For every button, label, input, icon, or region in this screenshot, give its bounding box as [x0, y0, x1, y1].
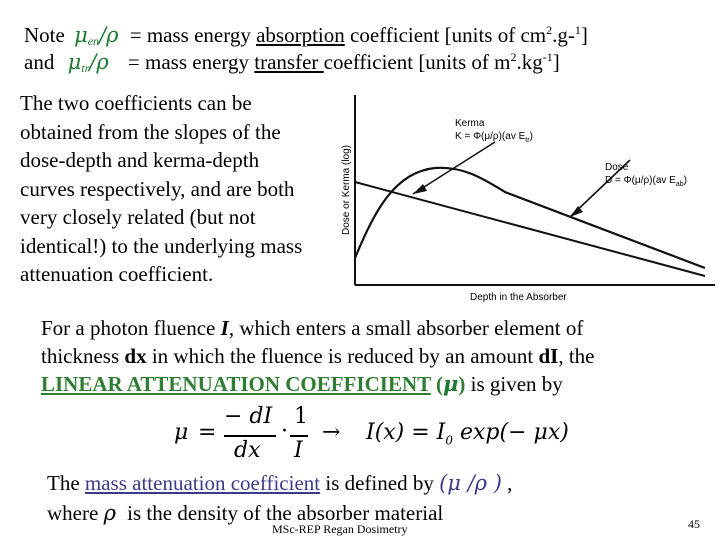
note-mid: .kg	[516, 50, 543, 74]
coefficients-paragraph	[20, 89, 302, 289]
dose-kerma-figure	[335, 90, 720, 305]
dose-equation: D = Φ(μ/ρ)(av $E_{ab}$)	[605, 175, 687, 188]
text: is defined by	[320, 471, 440, 495]
note-rest: coefficient [units of m	[323, 50, 511, 74]
numerator: − dI	[224, 404, 273, 429]
sup: 2	[510, 50, 517, 64]
dI-symbol: dI	[538, 344, 559, 368]
subscript: 0	[445, 433, 454, 448]
dot: ·	[281, 419, 288, 444]
rho-symbol: ρ	[103, 501, 116, 525]
sup: 2	[546, 23, 553, 37]
photon-paragraph	[41, 314, 594, 398]
mu-symbol: μ	[74, 23, 88, 47]
note-line-2	[24, 49, 560, 81]
note-mid: .g-	[552, 23, 575, 47]
bottom-line-1	[47, 468, 512, 498]
y-axis-label: Dose or Kerma (log)	[341, 144, 352, 236]
mass-attenuation-term: mass attenuation coefficient	[84, 471, 321, 495]
note-prefix: Note	[24, 23, 65, 47]
para-line: very closely related (but not	[20, 205, 256, 229]
note-prefix: and	[24, 50, 55, 74]
numerator: 1	[294, 404, 308, 429]
linear-attenuation-term: LINEAR ATTENUATION COEFFICIENT	[41, 372, 431, 396]
attenuation-formula	[174, 404, 574, 468]
fluence-symbol: I	[220, 316, 229, 340]
note-rest: coefficient [units of cm	[344, 23, 547, 47]
denominator: dx	[234, 438, 261, 463]
note-end: ]	[552, 50, 560, 74]
arrow-icon: →	[322, 420, 341, 445]
photon-line-2	[41, 342, 594, 370]
slash-rho-symbol: /ρ	[99, 23, 119, 47]
fraction-bar	[290, 435, 308, 437]
text: is the density of the absorber material	[121, 501, 444, 525]
text: is given by	[465, 372, 563, 396]
kerma-arrow	[413, 142, 495, 194]
text: For a photon fluence	[41, 316, 221, 340]
photon-line-1	[41, 314, 594, 342]
equals: =	[198, 420, 217, 445]
denominator: I	[294, 438, 303, 463]
mu-symbol: μ	[174, 420, 189, 445]
slash-rho-symbol: /ρ	[89, 50, 109, 74]
kerma-equation: K = Φ(μ/ρ)(av $E_{tr}$)	[455, 131, 533, 144]
kerma-curve	[355, 182, 705, 276]
para-line: dose-depth and kerma-depth	[20, 148, 260, 172]
para-line: identical!) to the underlying mass	[20, 233, 303, 258]
mass-attenuation-definition	[47, 468, 512, 528]
photon-line-3	[41, 370, 594, 398]
footer-text: MSc-REP Regan Dosimetry	[272, 522, 408, 536]
sup: 1	[574, 23, 581, 37]
x-axis-label: Depth in the Absorber	[470, 292, 567, 303]
subscript-tr: tr	[81, 61, 90, 75]
para-line: attenuation coefficient.	[20, 262, 214, 286]
note-end: ]	[580, 23, 588, 47]
para-line: The two coefficients can be	[20, 91, 252, 115]
dx-symbol: dx	[124, 344, 147, 368]
para-line: curves respectively, and are both	[20, 176, 295, 201]
kerma-arrowhead	[413, 184, 427, 194]
transfer-term: transfer	[254, 50, 324, 74]
mu-symbol: μ	[67, 50, 82, 74]
text: ,	[501, 471, 513, 495]
absorption-term: absorption	[256, 23, 345, 47]
mu-over-rho-symbol: (μ /ρ )	[439, 471, 502, 495]
text: in which the fluence is reduced by an amount	[146, 344, 539, 368]
rhs	[366, 420, 569, 447]
kerma-label: Kerma	[455, 118, 485, 129]
rhs-end: exp(− μx)	[453, 420, 569, 445]
para-line: obtained from the slopes of the	[20, 119, 281, 144]
note-eq-text: = mass energy	[127, 50, 255, 74]
paren: )	[458, 372, 466, 396]
text: , the	[558, 344, 595, 368]
sup: -1	[542, 50, 553, 64]
rhs-text: I(x) = I	[366, 420, 446, 445]
text: thickness	[41, 344, 125, 368]
paren: (	[430, 372, 443, 396]
fraction-bar	[224, 435, 276, 437]
page-number: 45	[688, 517, 700, 531]
text: where	[47, 501, 104, 525]
dose-arrowhead	[570, 206, 583, 217]
text: The	[47, 471, 85, 495]
text: , which enters a small absorber element of	[228, 316, 584, 340]
mu-symbol: μ	[443, 371, 459, 396]
subscript-en: en	[87, 34, 100, 48]
note-eq-text: = mass energy	[129, 23, 257, 47]
dose-label: Dose	[605, 162, 629, 173]
